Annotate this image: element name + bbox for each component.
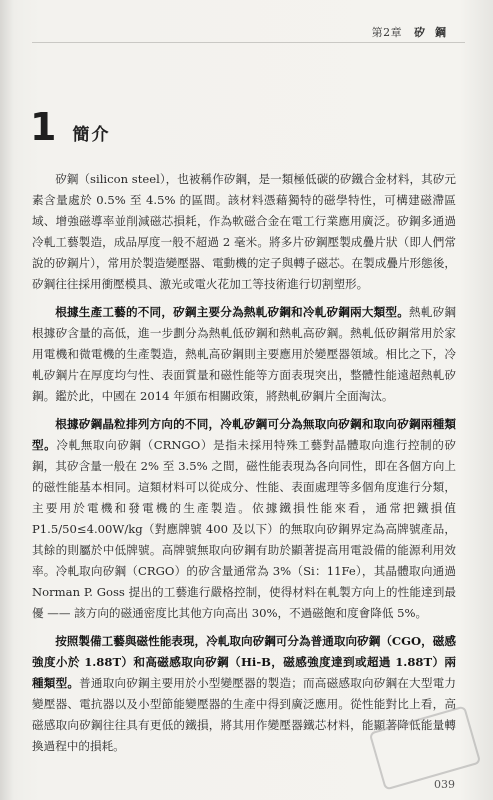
section-heading: [30, 105, 111, 149]
header-chapter: 第2章: [371, 26, 403, 39]
paragraph-lead: 按照製備工藝與磁性能表現，冷軋取向矽鋼可分為普通取向矽鋼（CGO，磁感強度小於 1.88T）和高磁感取向矽鋼（Hi-B，磁感強度達到或超過 1.88T）兩種類型。: [32, 634, 456, 690]
paragraph: [32, 302, 456, 407]
paragraph: [32, 169, 456, 295]
header-title: 矽 鋼: [414, 26, 449, 39]
paragraph-lead: 根據矽鋼晶粒排列方向的不同，冷軋矽鋼可分為無取向矽鋼和取向矽鋼兩種類型。: [32, 417, 456, 452]
body-text: [32, 169, 456, 764]
paragraph-body: 熱軋矽鋼根據矽含量的高低，進一步劃分為熱軋低矽鋼和熱軋高矽鋼。熱軋低矽鋼常用於家用電機和微電機的生產製造，熱軋高矽鋼則主要應用於變壓器領域。相比之下，冷軋矽鋼片在厚度均勻性、表面質量和磁性能等方面表現突出，整體性能遠超熱軋矽鋼。鑑於此，中國在 2014 年頒布相關政策，將熱軋矽鋼片全面淘汰。: [32, 305, 456, 403]
paragraph-body: 矽鋼（silicon steel），也被稱作矽鋼，是一類極低碳的矽鐵合金材料，其矽元素含量處於 0.5% 至 4.5% 的區間。該材料憑藉獨特的磁學特性，可構建磁滯區域、增強磁導率並削減磁芯損耗，作為軟磁合金在電工行業應用廣泛。矽鋼多通過冷軋工藝製造，成品厚度一般不超過 2 毫米。將多片矽鋼壓製成疊片狀（即人們常說的矽鋼片），常用於製造變壓器、電動機的定子與轉子磁芯。在製成疊片形態後，矽鋼往往採用衝壓模具、激光或電火花加工等技術進行切割塑形。: [32, 172, 456, 291]
header-divider: [32, 42, 465, 43]
paragraph-lead: 根據生產工藝的不同，矽鋼主要分為熱軋矽鋼和冷軋矽鋼兩大類型。: [55, 305, 409, 319]
page-number: 039: [434, 778, 455, 791]
paragraph-body: 普通取向矽鋼主要用於小型變壓器的製造；而高磁感取向矽鋼在大型電力變壓器、電抗器以及小型節能變壓器的生產中得到廣泛應用。從性能對比上看，高磁感取向矽鋼往往具有更低的鐵損，將其用作變壓器鐵芯材料，能顯著降低能量轉換過程中的損耗。: [32, 676, 456, 753]
section-title: 簡介: [72, 125, 111, 145]
section-number: 1: [30, 105, 57, 149]
running-header: [372, 24, 449, 40]
paragraph-body: 冷軋無取向矽鋼（CRNGO）是指未採用特殊工藝對晶體取向進行控制的矽鋼，其矽含量一般在 2% 至 3.5% 之間，磁性能表現為各向同性，即在各個方向上的磁性能基本相同。這類材料可以從成分、性能、表面處理等多個角度進行分類，主要用於電機和發電機的生產製造。依據鐵損性能來看，通常把鐵損值 P1.5/50≤4.00W/kg（對應牌號 400 及以下）的無取向矽鋼界定為高牌號產品，其餘的則屬於中低牌號。高牌號無取向矽鋼有助於顯著提高用電設備的能源利用效率。冷軋取向矽鋼（CRGO）的矽含量通常為 3%（Si：11Fe），其晶體取向通過 Norman P. Goss 提出的工藝進行嚴格控制，使得材料在軋製方向上的性能達到最優 —— 該方向的磁通密度比其他方向高出 30%，不過磁飽和度會降低 5%。: [32, 438, 456, 620]
paragraph: [32, 414, 456, 624]
